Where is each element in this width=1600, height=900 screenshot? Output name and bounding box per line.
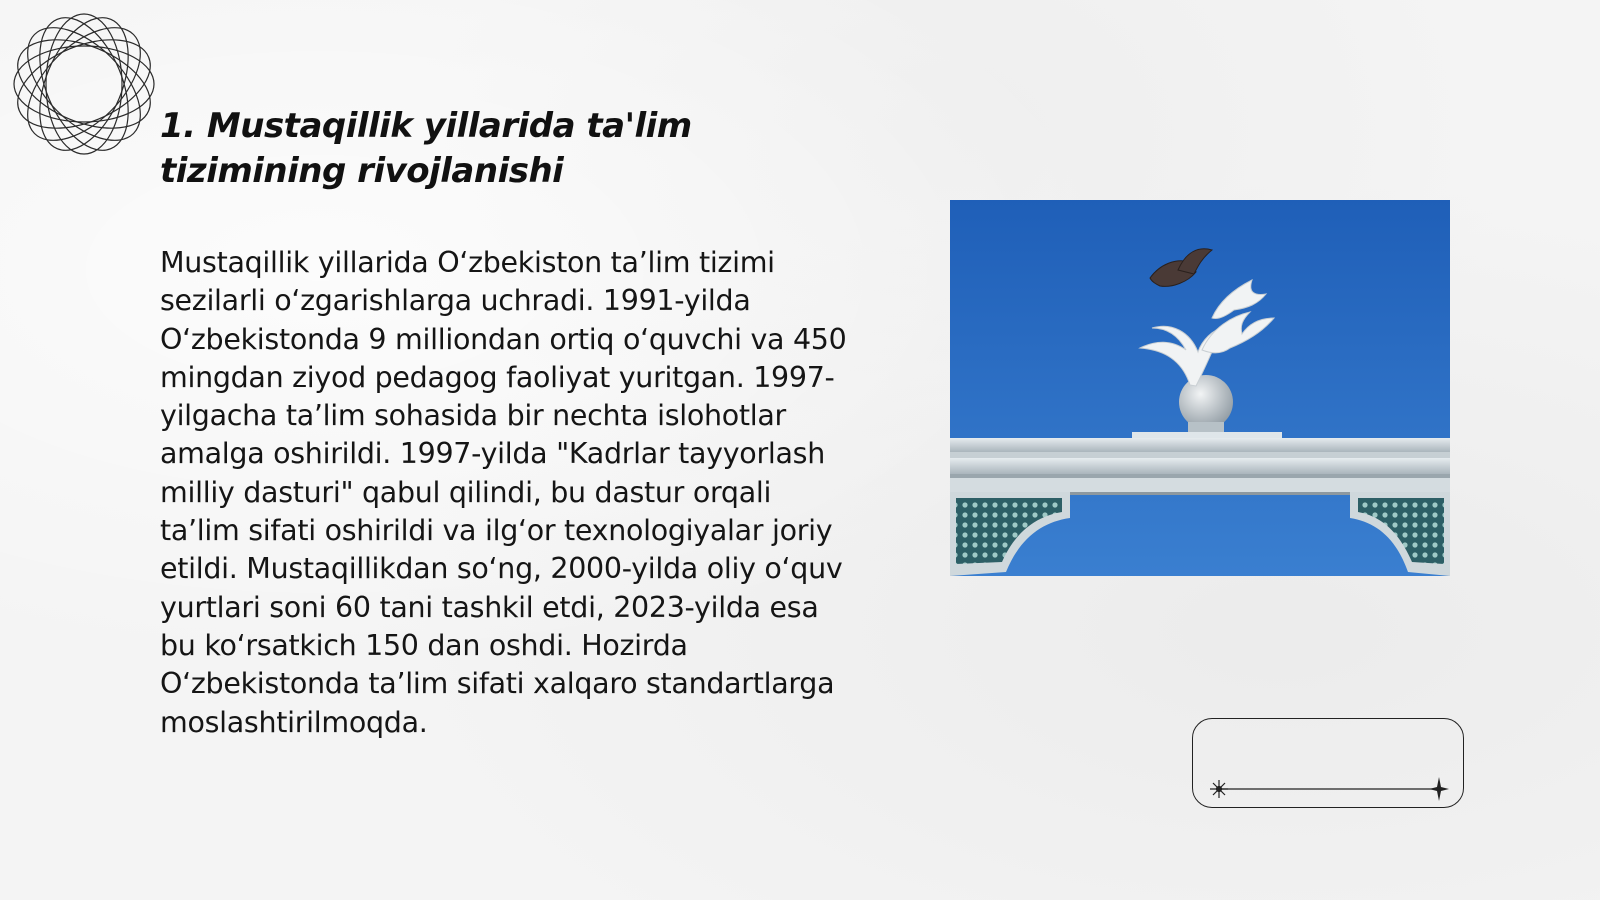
ornament-loop [10, 10, 158, 158]
decorative-frame-line [1193, 719, 1465, 809]
ornament-loop [46, 14, 122, 154]
ornament-loop [22, 10, 146, 158]
sunburst-icon [1210, 780, 1228, 798]
slide-title: 1. Mustaqillik yillarida ta'lim tizimining rivojlanishi [160, 106, 692, 191]
ornament-loop [10, 10, 158, 158]
decorative-frame [1192, 718, 1464, 808]
ornament-loop [10, 22, 158, 146]
ornament-loop [22, 10, 146, 158]
spirograph-circles-icon [10, 10, 158, 158]
monument-photo-illustration [950, 200, 1450, 576]
slide-body-text: Mustaqillik yillarida O‘zbekiston ta’lim tizimi sezilarli o‘zgarishlarga uchradi. 1991-yilda O‘zbekistonda 9 milliondan ortiq o‘quvchi va 450 mingdan ziyod pedagog faoliyat yuritgan. 1997-yilgacha ta’lim sohasida bir nechta islohotlar amalga oshirildi. 1997-yilda "Kadrlar tayyorlash milliy dasturi" qabul qilindi, bu dastur orqali ta’lim sifati oshirildi va ilg‘or texnologiyalar joriy etildi. Mustaqillikdan so‘ng, 2000-yilda oliy o‘quv yurtlari soni 60 tani tashkil etdi, 2023-yilda esa bu ko‘rsatkich 150 dan oshdi. Hozirda O‘zbekistonda ta’lim sifati xalqaro standartlarga moslashtirilmoqda. [160, 246, 847, 739]
ornament-loop [10, 22, 158, 146]
sparkle-icon [1429, 777, 1449, 801]
ornament-loop [14, 46, 154, 122]
independence-monument-storks-photo [950, 200, 1450, 576]
